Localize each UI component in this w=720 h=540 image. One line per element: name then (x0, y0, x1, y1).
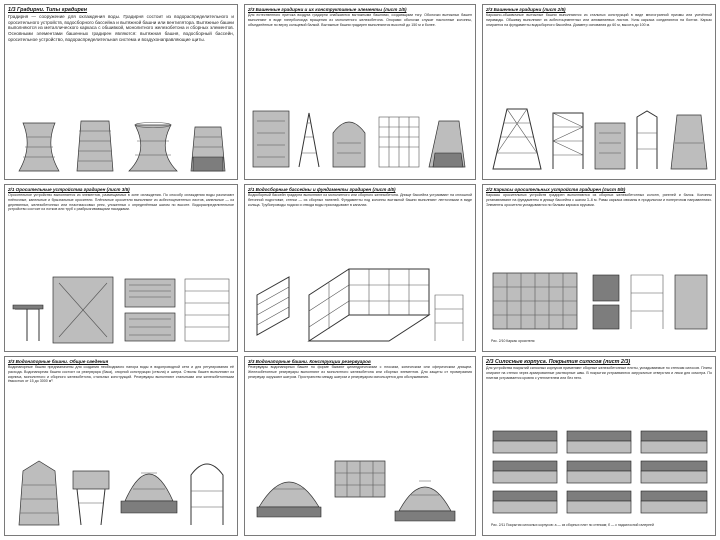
panel-water-tower-tanks (244, 356, 476, 536)
panel-irrigation-frames (482, 184, 716, 352)
frame-tower-drawings (487, 103, 713, 175)
roof-section-c (641, 431, 707, 513)
panel-text: Для устройства покрытий силосных корпусов применяют сборные железобетонные плиты, укладываемые по стенкам силосов. Плиты опирают на стенки через армированные растворные швы. В покрытии устраиваются загрузочные отверстия и люки для осмотра. По плитам устраивается кровля с утеплителем или без него. (486, 366, 712, 380)
panel-water-towers-general (4, 356, 238, 536)
tower-section-drawings (249, 103, 471, 173)
panel-title: 3/3 Водонапорные башни. Общие сведения (8, 359, 109, 364)
panel-irrigation-devices (4, 184, 238, 352)
tower-drawing-d (191, 127, 225, 171)
figure-caption: Рис. 2/11 Покрытия силосных корпусов: а — из сборных плит по стенкам; б — с надсилосной галереей (491, 523, 654, 527)
tower-drawing-b (77, 121, 113, 171)
water-tower-drawings (9, 441, 235, 531)
tower-drawing-a (19, 123, 59, 171)
panel-text: Градирня — сооружение для охлаждения воды. Градирня состоит из водораспределительного и оросительного устройств, водосборного бассейна и вытяжной башни или вентилятора. Вытяжные башни выполняются из металлического каркаса с обшивкой, монолитного железобетона и сборных элементов. Основными элементами башенных градирен являются: вытяжная башня, водосборный бассейн, оросительное устройство, водораспределительная система и воздухонаправляющие щиты. (8, 14, 234, 42)
tower-drawing-c (129, 123, 177, 172)
panel-cooling-tower-types (4, 4, 238, 180)
panel-text: Каркасы оросительных устройств градирен выполняются из сборных железобетонных колонн, ригелей и балок. Колонны устанавливают на фундаменты в днище бассейна с шагом 3–6 м. Рамы каркаса связаны в продольном и поперечном направлениях. Элементы оросителя укладываются по балкам каркаса ярусами. (486, 193, 712, 207)
panel-title: 2/3 Башенные градирни и их конструктивные элементы (лист 1/5) (248, 7, 407, 12)
silo-roof-sections (487, 427, 713, 523)
panel-title: 1/3 Градирни. Типы градирен (8, 7, 88, 13)
panel-title: 2/1 Оросительные устройства градирен (лист 3/5) (8, 187, 130, 192)
panel-text: Водонапорные башни предназначены для создания необходимого напора воды в водопроводной сети и для регулирования её расхода. Водонапорная башня состоит из резервуара (бака), опорной конструкции (ствола) и шатра. Стволы башен выполняют из кирпича, монолитного и сборного железобетона, стальных конструкций. Резервуары выполняют стальными или железобетонными ёмкостью от 15 до 3000 м³. (8, 365, 234, 384)
panel-title: 3/3 Водонапорные башни. Конструкции резервуаров (248, 359, 371, 364)
panel-text: Каркасно-обшивочные вытяжные башни выполняются из стальных конструкций в виде многогранной призмы или усечённой пирамиды. Обшивку выполняют из асбестоцементных или алюминиевых листов. Узлы каркаса соединяются на болтах. Каркас опирается на фундаменты водосборного бассейна. Диаметр основания до 60 м, высота до 100 м. (486, 13, 712, 27)
panel-silos-elements (482, 356, 716, 536)
roof-section-a (493, 431, 557, 513)
panel-title: 2/2 Каркасы оросительных устройств градирен (лист 5/5) (486, 187, 626, 192)
panel-text: Резервуары водонапорных башен по форме бывают цилиндрическими с плоским, коническим или сферическим днищем. Железобетонные резервуары выполняют из монолитного железобетона или сборных элементов. Для защиты от промерзания резервуар окружают шатром. Пространство между шатром и резервуаром используется для обслуживания. (248, 365, 472, 379)
cooling-tower-drawings (9, 117, 233, 175)
panel-text: Оросительное устройство выполняется из элементов, размещаемых в зоне охлаждения. По способу охлаждения воды различают плёночные, капельные и брызгальные оросители. Плёночные оросители выполняют из асбестоцементных листов, капельные — из деревянных, железобетонных или пластмассовых реек, уложенных с определённым шагом по высоте. Водораспределительное устройство состоит из лотков или труб с разбрызгивающими насадками. (8, 193, 234, 212)
panel-basins-foundations (244, 184, 476, 352)
panel-title: 2/3 Силосные корпуса. Покрытия силосов (лист 2/3) (486, 359, 631, 365)
panel-tower-elements (244, 4, 476, 180)
frame-grid-drawing (487, 265, 713, 337)
panel-frame-towers (482, 4, 716, 180)
roof-section-b (567, 431, 631, 513)
tank-section-drawings (249, 437, 471, 531)
figure-caption: Рис. 2/10 Каркас оросителя (491, 339, 535, 343)
basin-isometric-drawing (249, 255, 471, 347)
panel-text: Для естественного притока воздуха градирни снабжаются вытяжными башнями, создающими тягу. Оболочки вытяжных башен выполняют в виде гиперболоида вращения из монолитного железобетона. Опорами оболочки служат наклонные колонны, объединённые по верху кольцевой балкой. Вытяжные башни градирен выполняются высотой до 150 м и более. (248, 13, 472, 27)
irrigation-drawings (9, 269, 235, 347)
panel-text: Водосборный бассейн градирни выполняют из монолитного или сборного железобетона. Днище бассейна устраивают на сплошной бетонной подготовке, стенки — из сборных панелей. Фундаменты под колонны вытяжной башни выполняют ленточными в виде кольца. Трубопроводы подачи и отвода воды прокладывают в каналах. (248, 193, 472, 207)
panel-title: 2/1 Водосборные бассейны и фундаменты градирен (лист 4/5) (248, 187, 396, 192)
panel-title: 2/3 Башенные градирни (лист 2/5) (486, 7, 566, 12)
